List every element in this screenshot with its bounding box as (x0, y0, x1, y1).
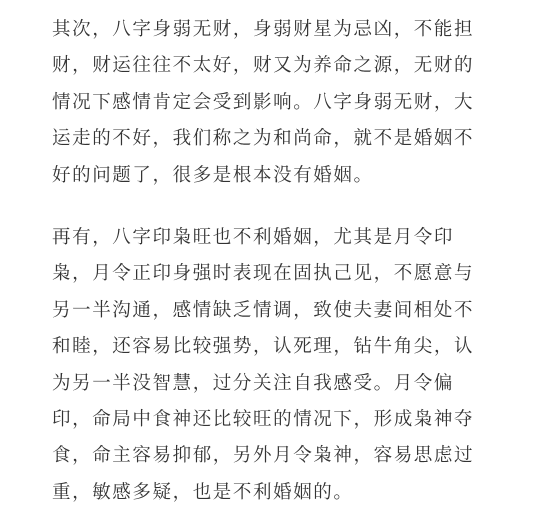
text-line: 运走的不好，我们称之为和尚命，就不是婚姻不 (52, 128, 475, 150)
text-line: 情况下感情肯定会受到影响。八字身弱无财，大 (52, 91, 475, 113)
text-line: 食，命主容易抑郁，另外月令枭神，容易思虑过 (52, 445, 475, 467)
text-line: 和睦，还容易比较强势，认死理，钻牛角尖，认 (52, 336, 475, 358)
text-line: 另一半沟通，感情缺乏情调，致使夫妻间相处不 (52, 299, 475, 321)
text-line: 重，敏感多疑，也是不利婚姻的。 (52, 481, 354, 503)
paragraph-2 (52, 220, 522, 511)
paragraph-1 (52, 12, 522, 194)
text-line: 财，财运往往不太好，财又为养命之源，无财的 (52, 55, 475, 77)
text-line: 好的问题了，很多是根本没有婚姻。 (52, 164, 374, 186)
article-body (52, 12, 522, 511)
text-line: 再有，八字印枭旺也不利婚姻，尤其是月令印 (52, 227, 455, 249)
text-line: 枭，月令正印身强时表现在固执己见，不愿意与 (52, 263, 475, 285)
text-line: 印，命局中食神还比较旺的情况下，形成枭神夺 (52, 409, 475, 431)
text-line: 为另一半没智慧，过分关注自我感受。月令偏 (52, 372, 455, 394)
text-line: 其次，八字身弱无财，身弱财星为忌凶，不能担 (52, 19, 475, 40)
